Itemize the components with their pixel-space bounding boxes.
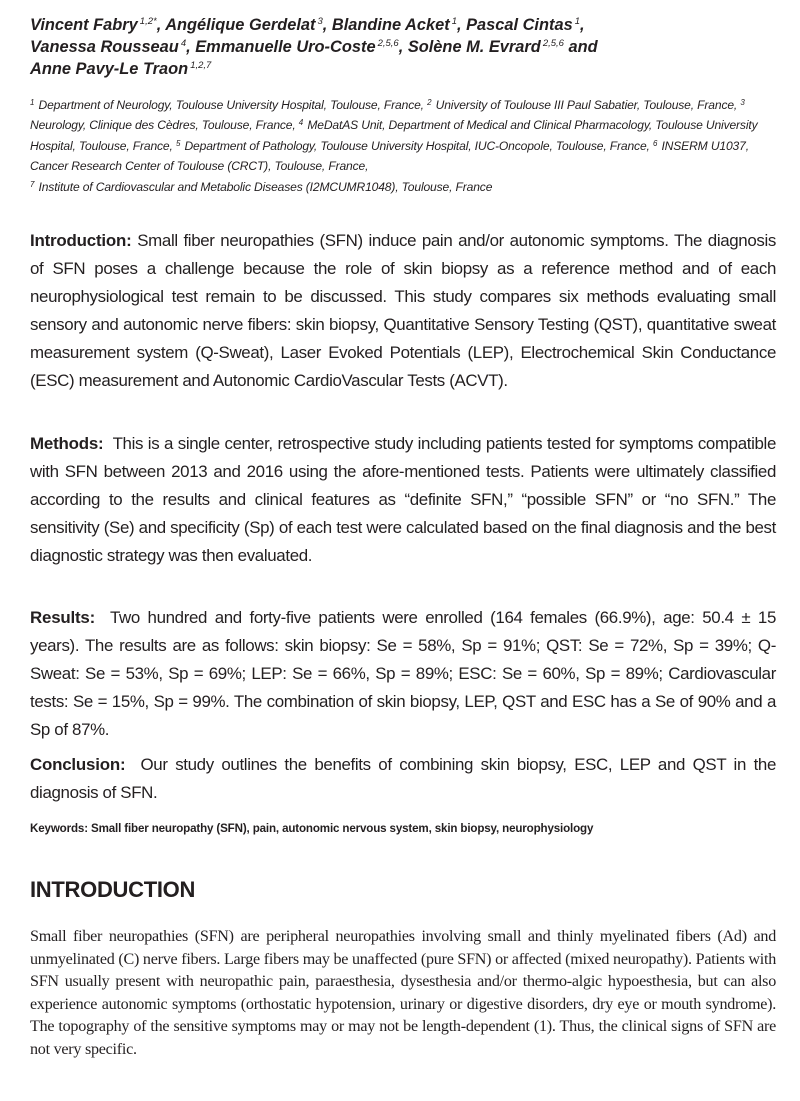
author-affiliation-marker: 1,2,7 — [190, 60, 212, 71]
author-affiliation-marker: 1 — [574, 16, 580, 27]
abstract-conclusion-label: Conclusion: — [30, 755, 126, 774]
abstract-introduction — [30, 227, 776, 395]
abstract-results-text: Two hundred and forty-five patients were enrolled (164 females (66.9%), age: 50.4 ± 15 years). The results are as follows: skin biopsy: Se = 58%, Sp = 91%; QST: Se = 72%, Sp = 39%; Q-Sweat: Se = 53%, Sp = 69%; LEP: Se = 66%, Sp = 89%; ESC: Se = 60%, Sp = 89%; Cardiovascular tests: Se = 15%, Sp = 99%. The combination of skin biopsy, LEP, QST and ESC has a Se of 90% and a Sp of 87%. — [30, 608, 781, 739]
author-affiliation-marker: 2,5,6 — [377, 38, 399, 49]
author: Solène M. Evrard $^{2,5,6}$ and — [407, 38, 598, 56]
affiliation: $^7$ Institute of Cardiovascular and Metabolic Diseases (I2MCUMR1048), Toulouse, France — [30, 179, 493, 194]
abstract-introduction-text: Small fiber neuropathies (SFN) induce pain and/or autonomic symptoms. The diagnosis of SFN poses a challenge because the role of skin biopsy as a reference method and of each neurophysiological test remain to be discussed. This study compares six methods evaluating small sensory and autonomic nerve fibers: skin biopsy, Quantitative Sensory Testing (QST), quantitative sweat measurement system (Q-Sweat), Laser Evoked Potentials (LEP), Electrochemical Skin Conductance (ESC) measurement and Autonomic CardioVascular Tests (ACVT). — [30, 231, 776, 390]
abstract-conclusion-text: Our study outlines the benefits of combining skin biopsy, ESC, LEP and QST in the diagnosis of SFN. — [30, 755, 781, 802]
section-heading-introduction: INTRODUCTION — [30, 877, 196, 902]
affiliation: $^6$ INSERM U1037, Cancer Research Center of Toulouse (CRCT), Toulouse, France, — [30, 138, 749, 174]
author: Angélique Gerdelat $^3$, — [165, 16, 332, 34]
abstract-methods-label: Methods: — [30, 434, 104, 453]
introduction-paragraph: Small fiber neuropathies (SFN) are peripheral neuropathies involving small and thinly myelinated fibers (Ad) and unmyelinated (C) nerve fibers. Large fibers may be unaffected (pure SFN) or affected (mixed neuropathy). Patients with SFN usually present with neuropathic pain, paraesthesia, dysesthesia and/or thermo-algic hypoesthesia, but can also experience autonomic symptoms (orthostatic hypotension, urinary or digestive disorders, dry eye or mouth syndrome). The topography of the sensitive symptoms may or may not be length-dependent (1). Thus, the clinical signs of SFN are not very specific. — [30, 928, 776, 1058]
abstract-results — [30, 604, 781, 744]
abstract-conclusion — [30, 751, 781, 807]
affiliation: $^1$ Department of Neurology, Toulouse University Hospital, Toulouse, France, — [30, 98, 428, 112]
keywords — [30, 821, 776, 837]
author: Emmanuelle Uro-Coste $^{2,5,6}$, — [195, 38, 408, 56]
affiliation: $^5$ Department of Pathology, Toulouse University Hospital, IUC-Oncopole, Toulouse, France, — [175, 138, 653, 153]
author-affiliation-marker: 3 — [317, 16, 323, 27]
author: Blandine Acket $^1$, — [331, 16, 467, 34]
author-affiliation-marker: 1,2* — [139, 16, 157, 27]
abstract-methods — [30, 430, 781, 570]
author: Vanessa Rousseau $^4$, — [30, 38, 196, 56]
author-list — [30, 14, 776, 80]
keywords-text: Small fiber neuropathy (SFN), pain, autonomic nervous system, skin biopsy, neurophysiology — [87, 822, 594, 835]
author: Vincent Fabry $^{1,2*}$, — [30, 16, 166, 34]
affiliation: $^3$ Neurology, Clinique des Cèdres, Toulouse, France, — [30, 98, 745, 133]
author-affiliation-marker: 4 — [180, 38, 187, 49]
affiliation-list — [30, 95, 776, 197]
abstract-methods-text: This is a single center, retrospective study including patients tested for symptoms compatible with SFN between 2013 and 2016 using the afore-mentioned tests. Patients were ultimately classified according to the results and clinical features as “definite SFN,” “possible SFN” or “no SFN.” The sensitivity (Se) and specificity (Sp) of each test were calculated based on the final diagnosis and the best diagnostic strategy was then evaluated. — [30, 434, 781, 565]
author-affiliation-marker: 1 — [451, 16, 457, 27]
abstract-results-label: Results: — [30, 608, 96, 627]
affiliation: $^4$ MeDatAS Unit, Department of Medical and Clinical Pharmacology, Toulouse University Hospital, Toulouse, France, — [30, 118, 758, 153]
abstract-introduction-label: Introduction: — [30, 231, 132, 250]
author-affiliation-marker: 2,5,6 — [542, 38, 564, 49]
reference-link[interactable]: 1 — [538, 1018, 547, 1036]
keywords-label: Keywords: — [30, 822, 88, 835]
affiliation: $^2$ University of Toulouse III Paul Sabatier, Toulouse, France, — [427, 98, 741, 112]
author: Anne Pavy-Le Traon $^{1,2,7}$ — [30, 60, 212, 78]
author: Pascal Cintas $^1$, — [466, 16, 585, 34]
